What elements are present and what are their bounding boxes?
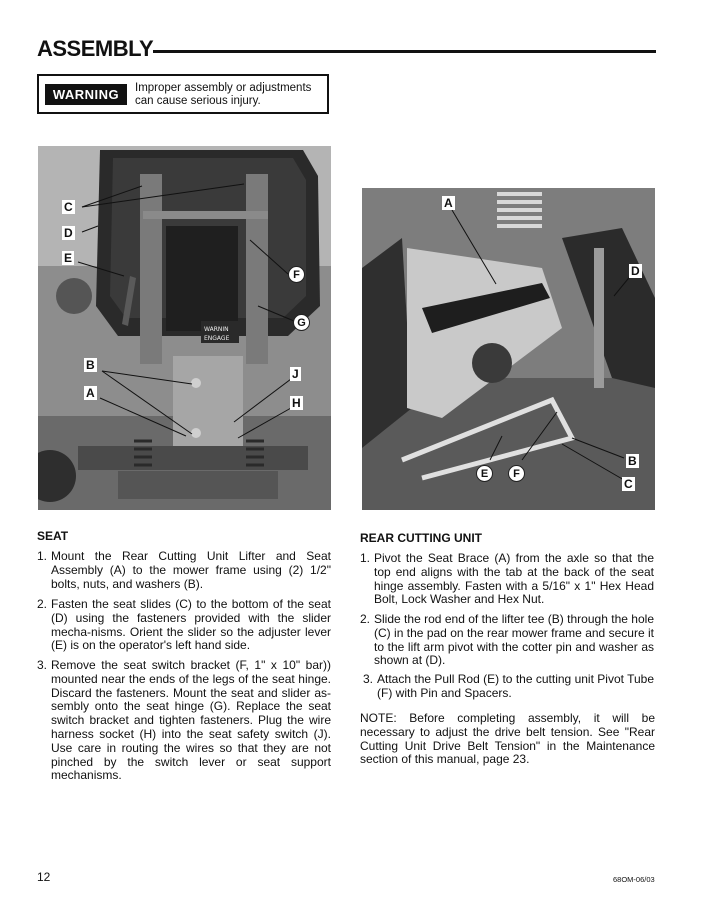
step-number: 2.	[37, 597, 48, 611]
step-text: Remove the seat switch bracket (F, 1" x 10" bar)) mounted near the ends of the legs of the seat hinge. Discard the fasteners. Mount the seat and slider as-sembly onto the seat hinge (G). Replace the seat switch bracket and tighten fasteners. Plug the wire harness socket (H) into the seat safety switch (J). Use care in routing the wires so that they are not pinched by the switch lever or seat support mechanisms.	[51, 658, 331, 783]
rear-note: NOTE: Before completing assembly, it will be necessary to adjust the drive belt tension. See "Rear Cutting Unit Drive Belt Tension" in the Maintenance section of this manual, page 23.	[360, 711, 655, 767]
rear-heading: REAR CUTTING UNIT	[360, 531, 482, 545]
callout-b: B	[628, 454, 637, 468]
callout-j: J	[292, 367, 299, 381]
seat-assembly-photo	[38, 146, 331, 510]
callout-d: D	[631, 264, 640, 278]
page-number: 12	[37, 870, 51, 884]
decal-line2: ENGAGE	[204, 335, 230, 342]
step-text: Attach the Pull Rod (E) to the cutting unit Pivot Tube (F) with Pin and Spacers.	[377, 672, 654, 700]
seat-photo-illustration	[38, 146, 331, 510]
callout-c: C	[624, 477, 633, 491]
step-text: Fasten the seat slides (C) to the bottom of the seat (D) using the fasteners provided with the slider mecha-nisms. Orient the slider so the adjuster lever (E) is on the operator's left hand side.	[51, 597, 331, 653]
callout-f: F	[508, 465, 525, 482]
step-number: 3.	[363, 672, 374, 686]
step-number: 1.	[360, 551, 371, 565]
doc-code: 68OM-06/03	[613, 875, 655, 884]
callout-b: B	[86, 358, 95, 372]
page-title: ASSEMBLY	[37, 36, 154, 61]
callout-e: E	[476, 465, 493, 482]
step-text: Pivot the Seat Brace (A) from the axle so that the top end aligns with the tab at the back of the seat hinge assembly. Fasten with a 5/16" x 1" Hex Head Bolt, Lock Washer and Hex Nut.	[374, 551, 654, 607]
step-number: 3.	[37, 658, 48, 672]
warning-text: Improper assembly or adjustments can cause serious injury.	[135, 82, 312, 107]
callout-e: E	[64, 251, 73, 265]
callout-a: A	[86, 386, 95, 400]
callout-g: G	[293, 314, 310, 331]
callout-a: A	[444, 196, 453, 210]
step-number: 1.	[37, 549, 48, 563]
decal-line1: WARNIN	[204, 326, 229, 333]
warning-badge: WARNING	[45, 84, 127, 105]
seat-heading: SEAT	[37, 529, 69, 543]
callout-h: H	[292, 396, 301, 410]
step-text: Slide the rod end of the lifter tee (B) through the hole (C) in the pad on the rear mower frame and secure it to the lift arm pivot with the cotter pin and washer as shown at (D).	[374, 612, 654, 668]
rear-cutting-unit-photo	[362, 188, 655, 510]
step-number: 2.	[360, 612, 371, 626]
step-text: Mount the Rear Cutting Unit Lifter and Seat Assembly (A) to the mower frame using (2) 1/2" bolts, nuts, and washers (B).	[51, 549, 331, 591]
title-rule	[153, 50, 656, 53]
callout-c: C	[64, 200, 73, 214]
callout-f: F	[288, 266, 305, 283]
rear-photo-illustration	[362, 188, 655, 510]
callout-d: D	[64, 226, 73, 240]
